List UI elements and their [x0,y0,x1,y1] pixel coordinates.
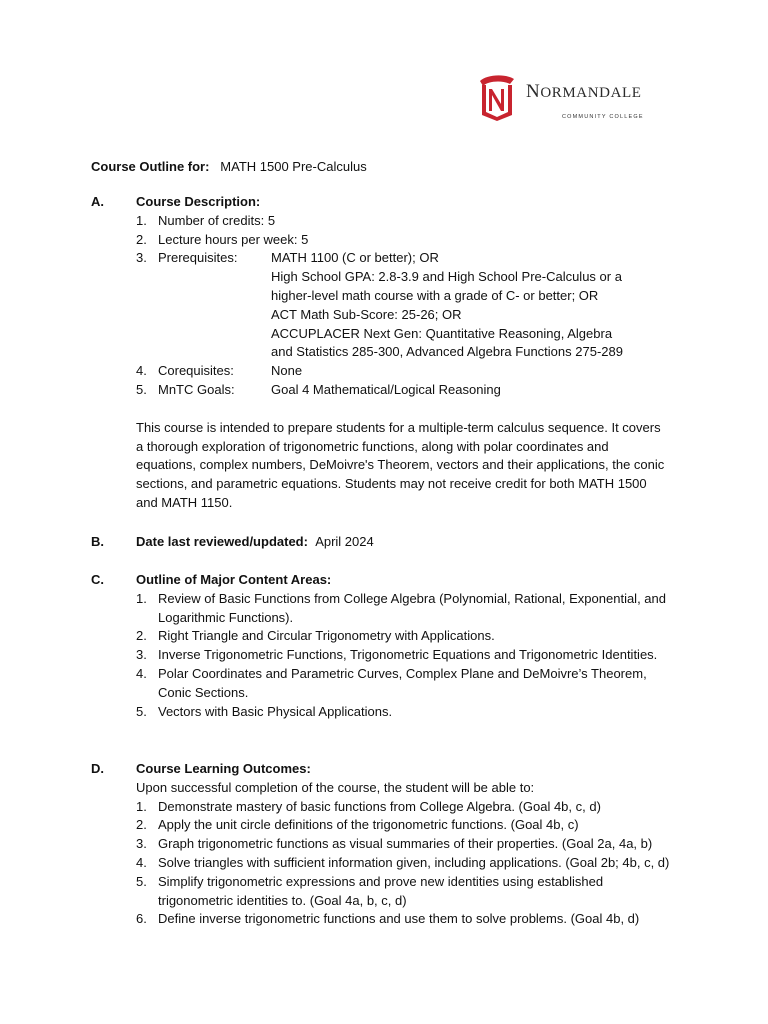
prereq-line: and Statistics 285-300, Advanced Algebra Functions 275-289 [271,344,623,360]
section-d-title: Course Learning Outcomes: [136,761,311,776]
item-text: Polar Coordinates and Parametric Curves, Complex Plane and DeMoivre’s Theorem, Conic Sections. [158,665,647,700]
section-a-title: Course Description: [136,194,261,209]
course-description-paragraph: This course is intended to prepare students for a multiple-term calculus sequence. It covers a thorough exploration of trigonometric functions, along with polar coordinates and equations, complex numbers, DeMoivre's Theorem, vectors and their applications, the conic sections, and parametric equations. Students may not receive credit for both MATH 1500 and MATH 1150. [136,419,665,510]
item-number: 3. [136,250,147,266]
item-number: 1. [136,798,147,814]
prereq-line: ACT Math Sub-Score: 25-26; OR [271,306,462,322]
college-logo [474,71,684,121]
list-item [136,873,671,911]
item-number: 5. [136,873,147,889]
item-text: Simplify trigonometric expressions and prove new identities using established trigonometric identities to. (Goal 4a, b, c, d) [158,873,604,908]
item-number: 2. [136,817,147,833]
item-number: 6. [136,911,147,927]
section-c-letter: C. [91,572,104,587]
section-a [91,193,691,513]
item-number: 5. [136,381,147,397]
list-item [136,835,671,854]
list-item [136,910,671,929]
item-number: 5. [136,703,147,719]
course-description-list [136,212,691,400]
list-item [136,854,671,873]
prereq-line: High School GPA: 2.8-3.9 and High School Pre-Calculus or a [271,269,622,285]
item-text: Demonstrate mastery of basic functions from College Algebra. (Goal 4b, c, d) [158,798,601,814]
mntc-goals-value: Goal 4 Mathematical/Logical Reasoning [271,381,501,397]
item-number: 2. [136,628,147,644]
list-item [136,703,671,722]
list-item [136,627,671,646]
item-text: Lecture hours per week: 5 [158,231,309,247]
corequisites-item [136,362,691,381]
item-number: 4. [136,665,147,681]
item-number: 2. [136,231,147,247]
prerequisites-item [136,249,691,362]
course-outline-label: Course Outline for: [91,159,210,174]
section-b [91,533,691,552]
item-text: Review of Basic Functions from College Algebra (Polynomial, Rational, Exponential, and Logarithmic Functions). [158,590,666,625]
item-number: 4. [136,854,147,870]
item-text: Solve triangles with sufficient information given, including applications. (Goal 2b; 4b, c, d) [158,854,670,870]
list-item [136,212,691,231]
item-number: 3. [136,647,147,663]
item-text: Inverse Trigonometric Functions, Trigonometric Equations and Trigonometric Identities. [158,647,658,663]
item-number: 1. [136,212,147,228]
item-text: Vectors with Basic Physical Applications. [158,703,393,719]
course-outline-line [91,158,367,177]
section-b-letter: B. [91,534,104,549]
item-number: 3. [136,836,147,852]
mntc-goals-item [136,381,691,400]
list-item [136,816,671,835]
list-item [136,231,691,250]
section-c-title: Outline of Major Content Areas: [136,572,332,587]
list-item [136,590,671,628]
prereq-line: ACCUPLACER Next Gen: Quantitative Reasoning, Algebra [271,325,613,341]
section-b-title: Date last reviewed/updated: [136,534,308,549]
item-text: Graph trigonometric functions as visual summaries of their properties. (Goal 2a, 4a, b) [158,836,653,852]
section-d [91,760,691,929]
section-a-letter: A. [91,194,104,209]
mntc-goals-label: MnTC Goals: [158,381,235,397]
date-reviewed-value: April 2024 [315,534,374,549]
logo-wordmark: NORMANDALE [526,81,642,102]
learning-outcomes-intro: Upon successful completion of the course, the student will be able to: [136,779,535,795]
logo-subtitle: COMMUNITY COLLEGE [562,114,644,120]
item-text: Right Triangle and Circular Trigonometry with Applications. [158,628,495,644]
content-areas-list [136,590,671,722]
corequisites-value: None [271,363,303,379]
list-item [136,798,671,817]
section-d-letter: D. [91,761,104,776]
item-text: Number of credits: 5 [158,212,276,228]
item-text: Define inverse trigonometric functions and use them to solve problems. (Goal 4b, d) [158,911,640,927]
corequisites-label: Corequisites: [158,363,234,379]
list-item [136,665,671,703]
section-c [91,571,691,721]
item-number: 4. [136,363,147,379]
list-item [136,646,671,665]
item-number: 1. [136,590,147,606]
prereq-line: higher-level math course with a grade of C- or better; OR [271,287,599,303]
item-text: Apply the unit circle definitions of the trigonometric functions. (Goal 4b, c) [158,817,579,833]
normandale-logo-mark-icon [474,71,520,121]
prerequisites-values [271,249,691,362]
course-name: MATH 1500 Pre-Calculus [220,159,367,174]
prereq-line: MATH 1100 (C or better); OR [271,250,439,266]
learning-outcomes-list [136,798,671,930]
prerequisites-label: Prerequisites: [158,250,238,266]
